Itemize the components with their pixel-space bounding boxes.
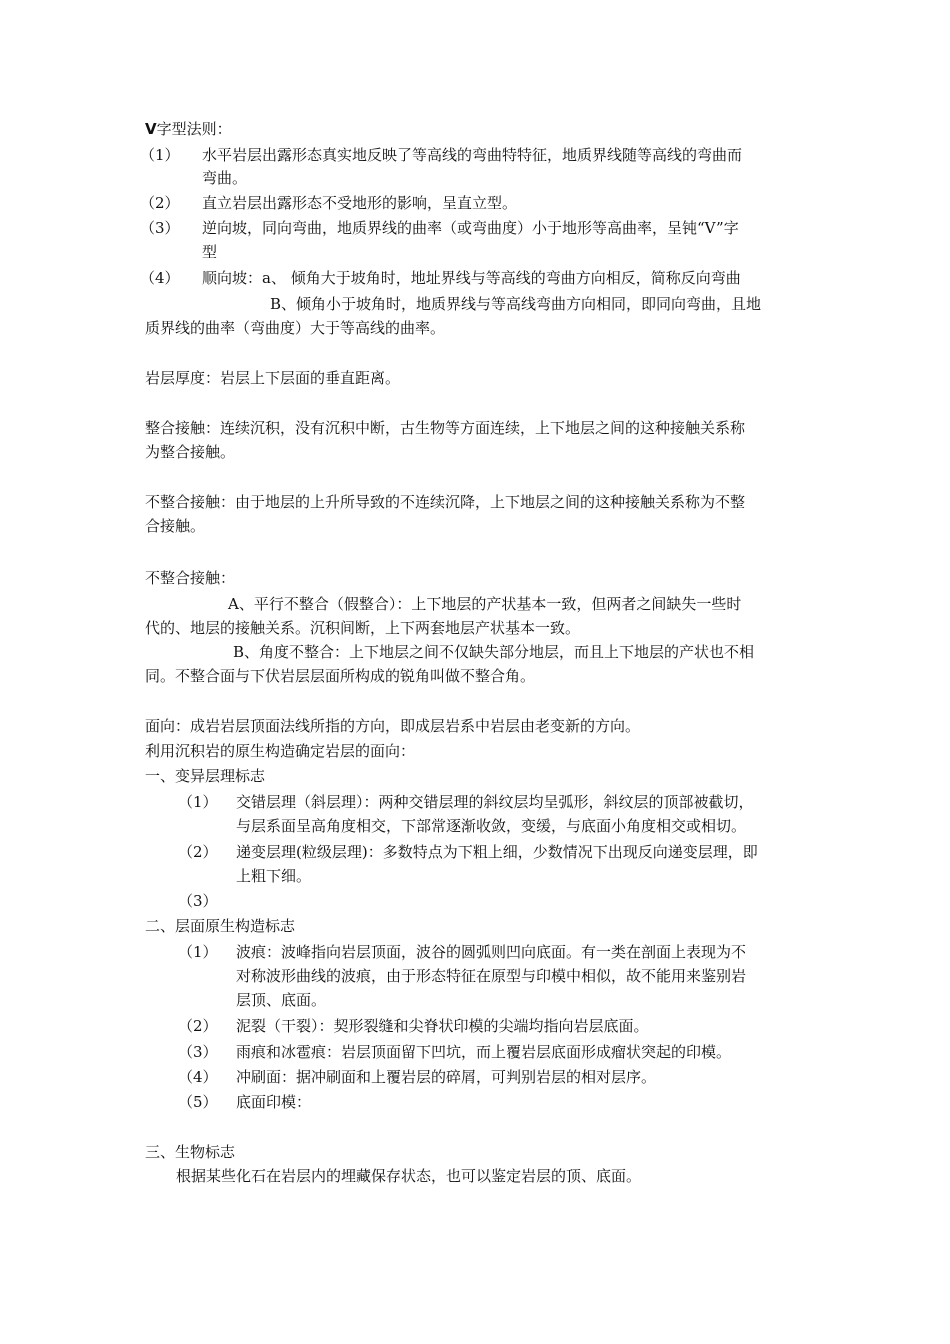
v-rule-item-text: 逆向坡，同向弯曲，地质界线的曲率（或弯曲度）小于地形等高曲率，呈钝“V”字 — [202, 219, 739, 237]
section-item-text: 底面印模： — [236, 1093, 312, 1111]
v-rule-item-text: 型 — [202, 243, 218, 261]
section-item-text: 上粗下细。 — [236, 867, 312, 885]
section-item-num: （3） — [178, 1043, 218, 1061]
v-rule-item-text: 水平岩层出露形态真实地反映了等高线的弯曲特特征，地质界线随等高线的弯曲而 — [202, 146, 743, 164]
v-rule-item-text: 顺向坡：a、 倾角大于坡角时，地址界线与等高线的弯曲方向相反，简称反向弯曲 — [202, 269, 741, 287]
section-item-num: （5） — [178, 1093, 218, 1111]
unconformable-title: 不整合接触： — [145, 569, 236, 587]
unconformable-definition: 不整合接触：由于地层的上升所导致的不连续沉降，上下地层之间的这种接触关系称为不整 — [145, 493, 746, 511]
section-heading: 二、层面原生构造标志 — [145, 917, 296, 935]
section-item-num: （1） — [178, 793, 218, 811]
section-item-num: （1） — [178, 943, 218, 961]
section-item-num: （4） — [178, 1068, 218, 1086]
v-letter: V — [145, 120, 157, 138]
facing-intro: 利用沉积岩的原生构造确定岩层的面向： — [145, 742, 416, 760]
thickness-definition: 岩层厚度：岩层上下层面的垂直距离。 — [145, 369, 401, 387]
angular-unconformity: 同。不整合面与下伏岩层层面所构成的锐角叫做不整合角。 — [145, 667, 536, 685]
section-item-text: 泥裂（干裂）：契形裂缝和尖脊状印模的尖端均指向岩层底面。 — [236, 1017, 649, 1035]
v-rule-item-num: （2） — [140, 194, 180, 212]
section-paragraph: 根据某些化石在岩层内的埋藏保存状态，也可以鉴定岩层的顶、底面。 — [176, 1167, 642, 1185]
section-item-text: 层顶、底面。 — [236, 991, 327, 1009]
v-rule-item-text: 直立岩层出露形态不受地形的影响，呈直立型。 — [202, 194, 518, 212]
section-heading: 三、生物标志 — [145, 1143, 236, 1161]
v-rule-item-text: B、倾角小于坡角时，地质界线与等高线弯曲方向相同，即同向弯曲，且地 — [270, 295, 762, 313]
section-item-num: （2） — [178, 1017, 218, 1035]
unconformable-definition: 合接触。 — [145, 517, 206, 535]
v-rule-item-text: 弯曲。 — [202, 169, 248, 187]
v-rule-item-text: 质界线的曲率（弯曲度）大于等高线的曲率。 — [145, 319, 446, 337]
section-item-num: （3） — [178, 892, 218, 910]
angular-unconformity: B、角度不整合：上下地层之间不仅缺失部分地层，而且上下地层的产状也不相 — [233, 643, 755, 661]
conformable-definition: 整合接触：连续沉积，没有沉积中断，古生物等方面连续，上下地层之间的这种接触关系称 — [145, 419, 746, 437]
parallel-unconformity: 代的、地层的接触关系。沉积间断，上下两套地层产状基本一致。 — [145, 619, 581, 637]
section-item-text: 冲刷面：据冲刷面和上覆岩层的碎屑，可判别岩层的相对层序。 — [236, 1068, 657, 1086]
section-item-text: 交错层理（斜层理）：两种交错层理的斜纹层均呈弧形，斜纹层的顶部被截切， — [236, 793, 754, 811]
section-item-text: 波痕：波峰指向岩层顶面，波谷的圆弧则凹向底面。有一类在剖面上表现为不 — [236, 943, 747, 961]
v-rule-item-num: （1） — [140, 146, 180, 164]
v-rule-item-num: （3） — [140, 219, 180, 237]
v-rule-title-text: 字型法则： — [156, 120, 232, 138]
facing-definition: 面向：成岩岩层顶面法线所指的方向，即成层岩系中岩层由老变新的方向。 — [145, 717, 641, 735]
parallel-unconformity: A、平行不整合（假整合）：上下地层的产状基本一致，但两者之间缺失一些时 — [228, 595, 742, 613]
section-item-text: 递变层理(粒级层理)：多数特点为下粗上细，少数情况下出现反向递变层理，即 — [236, 843, 758, 861]
conformable-definition: 为整合接触。 — [145, 443, 236, 461]
section-item-text: 与层系面呈高角度相交，下部常逐渐收敛，变缓，与底面小角度相交或相切。 — [236, 817, 747, 835]
v-rule-item-num: （4） — [140, 269, 180, 287]
section-heading: 一、变异层理标志 — [145, 767, 266, 785]
section-item-text: 雨痕和冰雹痕：岩层顶面留下凹坑，而上覆岩层底面形成瘤状突起的印模。 — [236, 1043, 732, 1061]
v-rule-title — [145, 117, 232, 141]
section-item-num: （2） — [178, 843, 218, 861]
section-item-text: 对称波形曲线的波痕，由于形态特征在原型与印模中相似，故不能用来鉴别岩 — [236, 967, 747, 985]
